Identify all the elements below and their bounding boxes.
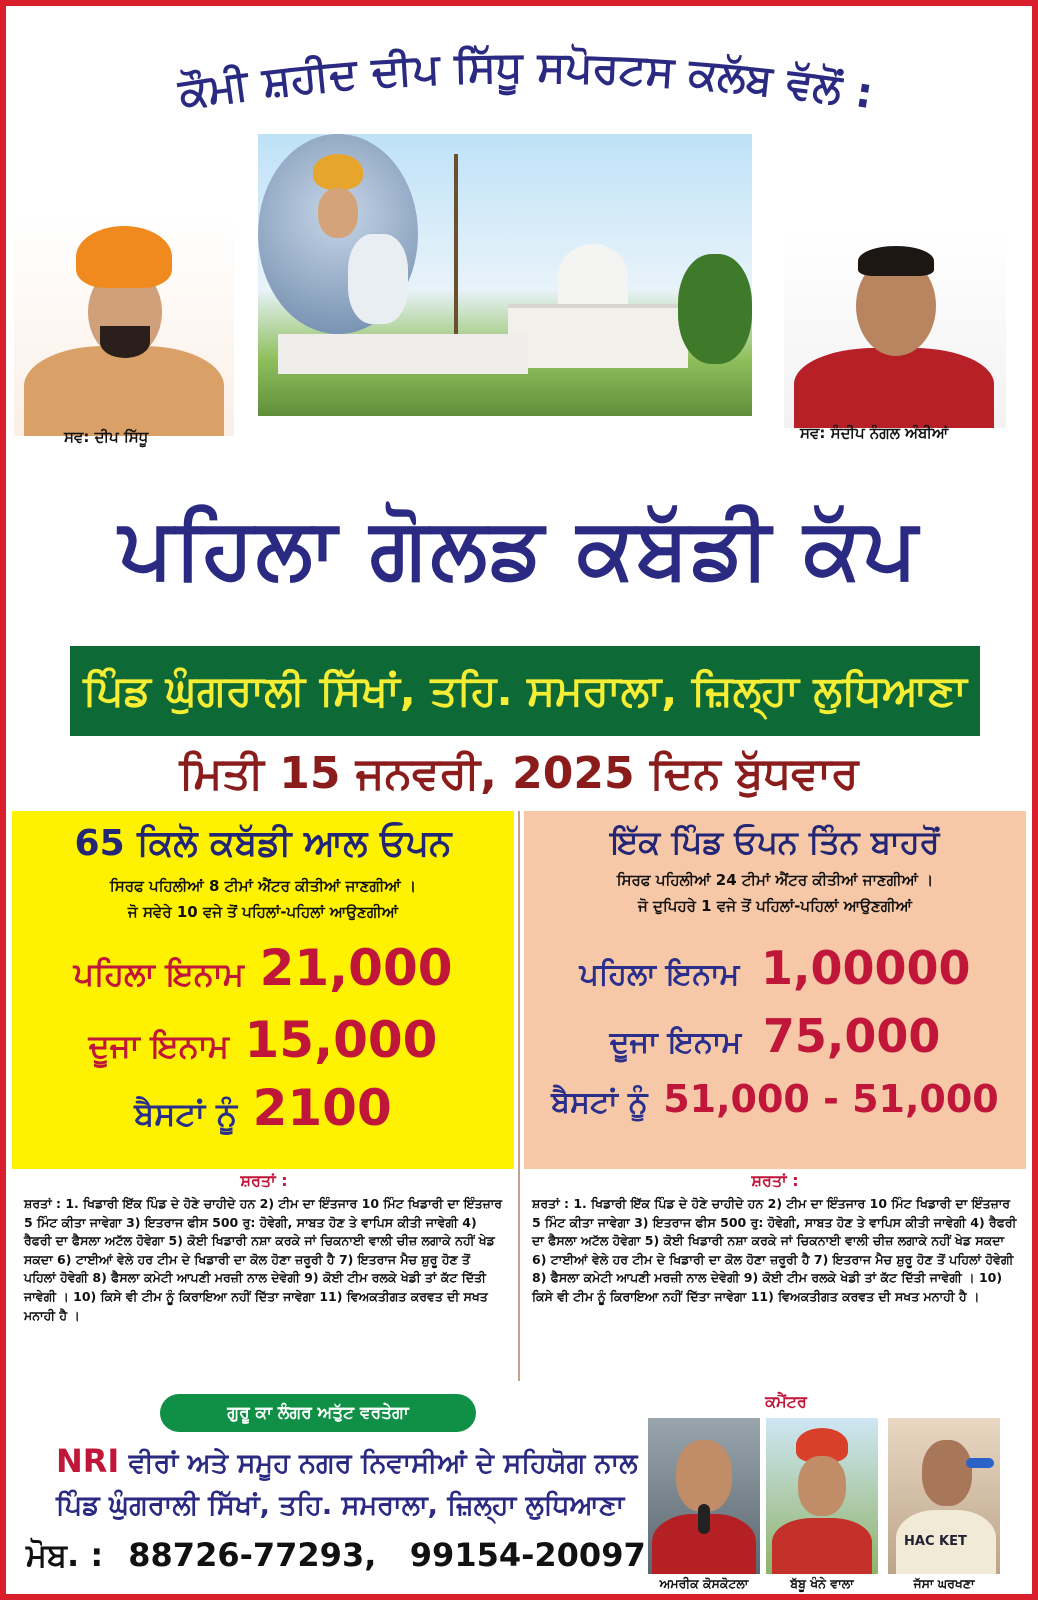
terms-heading: ਸ਼ਰਤਾਂ : bbox=[240, 1171, 288, 1190]
microphone-icon bbox=[966, 1458, 994, 1468]
column-divider bbox=[518, 811, 520, 1381]
best-prize bbox=[524, 1077, 1026, 1121]
portrait-sandeep-nangal bbox=[784, 228, 1006, 428]
svg-text:ਕੌਮੀ ਸ਼ਹੀਦ ਦੀਪ ਸਿੱਧੂ ਸਪੋਰਟਸ ਕਲ bbox=[175, 42, 877, 118]
village-line: ਪਿੰਡ ਘੁੰਗਰਾਲੀ ਸਿੱਖਾਂ, ਤਹਿ. ਸਮਰਾਲਾ, ਜ਼ਿਲ੍ਹਾ ਲੁਧਿਆਣਾ bbox=[56, 1490, 625, 1521]
nri-line bbox=[56, 1442, 638, 1480]
tree bbox=[678, 254, 752, 364]
commentator-name-1: ਅਮਰੀਕ ਕੋਸਕੋਟਲਾ bbox=[659, 1576, 749, 1591]
main-title: ਪਹਿਲਾ ਗੋਲਡ ਕਬੱਡੀ ਕੱਪ bbox=[118, 499, 920, 597]
second-prize-amount: 75,000 bbox=[762, 1009, 941, 1063]
gurdwara-hall bbox=[278, 334, 528, 374]
nri-rest: ਵੀਰਾਂ ਅਤੇ ਸਮੂਹ ਨਗਰ ਨਿਵਾਸੀਆਂ ਦੇ ਸਹਿਯੋਗ ਨਾਲ bbox=[128, 1448, 638, 1479]
club-line: ਕੌਮੀ ਸ਼ਹੀਦ ਦੀਪ ਸਿੱਧੂ ਸਪੋਰਟਸ ਕਲੱਬ ਵੱਲੋਂ : bbox=[175, 41, 877, 119]
gurdwara-dome bbox=[558, 244, 628, 308]
red-shirt bbox=[794, 348, 994, 428]
face bbox=[922, 1440, 972, 1506]
box-heading: ਇੱਕ ਪਿੰਡ ਓਪਨ ਤਿੰਨ ਬਾਹਰੋਂ bbox=[610, 823, 940, 861]
langar-text: ਗੁਰੂ ਕਾ ਲੰਗਰ ਅਤੁੱਟ ਵਰਤੇਗਾ bbox=[227, 1403, 409, 1423]
first-prize bbox=[12, 939, 514, 997]
box-sub2: ਜੋ ਦੁਪਿਹਰੇ 1 ਵਜੇ ਤੋਂ ਪਹਿਲਾਂ-ਪਹਿਲਾਂ ਆਉਣਗੀਆਂ bbox=[638, 897, 912, 915]
first-prize-label: ਪਹਿਲਾ ਇਨਾਮ bbox=[73, 955, 244, 993]
box-heading: 65 ਕਿਲੋ ਕਬੱਡੀ ਆਲ ਓਪਨ bbox=[74, 823, 452, 864]
mobile-line bbox=[26, 1536, 646, 1575]
terms-heading: ਸ਼ਰਤਾਂ : bbox=[751, 1171, 799, 1190]
best-prize-label: ਬੈਸਟਾਂ ਨੂੰ bbox=[134, 1095, 238, 1133]
beard bbox=[100, 326, 150, 358]
first-prize-amount: 1,00000 bbox=[760, 941, 971, 995]
box-open bbox=[524, 811, 1026, 1169]
mobile-numbers: 88726-77293, 99154-20097 bbox=[128, 1536, 646, 1574]
box-65kg bbox=[12, 811, 514, 1169]
best-prize-amount: 51,000 - 51,000 bbox=[663, 1077, 999, 1121]
location-text: ਪਿੰਡ ਘੁੰਗਰਾਲੀ ਸਿੱਖਾਂ, ਤਹਿ. ਸਮਰਾਲਾ, ਜ਼ਿਲ੍ਹਾ ਲੁਧਿਆਣਾ bbox=[83, 666, 967, 715]
commentator-photo-3 bbox=[888, 1418, 1000, 1574]
guru-turban bbox=[313, 154, 363, 190]
best-prize-amount: 2100 bbox=[252, 1079, 392, 1137]
caption-deep-sidhu: ਸਵ: ਦੀਪ ਸਿੱਧੂ bbox=[64, 428, 149, 446]
terms-text: ਸ਼ਰਤਾਂ : 1. ਖਿਡਾਰੀ ਇੱਕ ਪਿੰਡ ਦੇ ਹੋਣੇ ਚਾਹੀਦੇ ਹਨ 2) ਟੀਮ ਦਾ ਇੰਤਜਾਰ 10 ਮਿੰਟ ਖਿਡਾਰੀ ਦਾ ਇੰਤਜ਼ਾਰ 5 ਮਿੰਟ ਕੀਤਾ ਜਾਵੇਗਾ 3) ਇਤਰਾਜ ਫੀਸ 500 ਰੁ: ਹੋਵੇਗੀ, ਸਾਬਤ ਹੋਣ ਤੇ ਵਾਪਿਸ ਕੀਤੀ ਜਾਵੇਗੀ 4) ਰੈਫਰੀ ਦਾ ਫੈਸਲਾ ਅਟੱਲ ਹੋਵੇਗਾ 5) ਕੋਈ ਖਿਡਾਰੀ ਨਸ਼ਾ ਕਰਕੇ ਜਾਂ ਚਿਕਨਾਈ ਵਾਲੀ ਚੀਜ਼ ਲਗਾਕੇ ਨਹੀਂ ਖੇਡ ਸਕਦਾ 6) ਟਾਈਆਂ ਵੇਲੇ ਹਰ ਟੀਮ ਦੇ ਖਿਡਾਰੀ ਦਾ ਕੋਲ ਹੋਣਾ ਜ਼ਰੂਰੀ ਹੈ 7) ਇਤਰਾਜ ਮੈਚ ਸ਼ੁਰੂ ਹੋਣ ਤੋਂ ਪਹਿਲਾਂ ਹੋਵੇਗੀ 8) ਫੈਸਲਾ ਕਮੇਟੀ ਆਪਣੀ ਮਰਜ਼ੀ ਨਾਲ ਦੇਵੇਗੀ 9) ਕੋਈ ਟੀਮ ਰਲਕੇ ਖੇਡੀ ਤਾਂ ਕੱਟ ਦਿੱਤੀ ਜਾਵੇਗੀ । 10) ਕਿਸੇ ਵੀ ਟੀਮ ਨੂੰ ਕਿਰਾਇਆ ਨਹੀਂ ਦਿੱਤਾ ਜਾਵੇਗਾ 11) ਵਿਅਕਤੀਗਤ ਕਰਵਤ ਦੀ ਸਖਤ ਮਨਾਹੀ ਹੈ । bbox=[532, 1196, 1017, 1304]
microphone-icon bbox=[698, 1504, 710, 1534]
portrait-deep-sidhu bbox=[14, 216, 234, 436]
guru-face bbox=[318, 188, 358, 238]
box-sub2: ਜੋ ਸਵੇਰੇ 10 ਵਜੇ ਤੋਂ ਪਹਿਲਾਂ-ਪਹਿਲਾਂ ਆਉਣਗੀਆਂ bbox=[127, 903, 399, 921]
second-prize-amount: 15,000 bbox=[244, 1011, 438, 1069]
nri-prefix: NRI bbox=[56, 1442, 120, 1480]
commentator-name-3: ਜੱਸਾ ਘਰਖਣਾ bbox=[913, 1576, 975, 1591]
terms-right bbox=[522, 1171, 1028, 1379]
gurdwara-photo bbox=[258, 134, 752, 416]
horse bbox=[348, 234, 408, 324]
caption-sandeep-nangal: ਸਵ: ਸੰਦੀਪ ਨੰਗਲ ਅੰਬੀਆਂ bbox=[800, 424, 949, 442]
commentator-name-2: ਬੱਬੂ ਖੰਨੇ ਵਾਲਾ bbox=[790, 1576, 854, 1591]
commentator-photo-1 bbox=[648, 1418, 760, 1574]
location-bar bbox=[70, 646, 980, 736]
second-prize-label: ਦੂਜਾ ਇਨਾਮ bbox=[609, 1025, 742, 1060]
hair bbox=[858, 246, 934, 276]
event-date: ਮਿਤੀ 15 ਜਨਵਰੀ, 2025 ਦਿਨ ਬੁੱਧਵਾਰ bbox=[179, 748, 859, 799]
shirt-text: HAC KET bbox=[904, 1534, 967, 1549]
langar-badge bbox=[160, 1394, 476, 1432]
shawl bbox=[24, 346, 224, 436]
best-prize bbox=[12, 1079, 514, 1137]
first-prize bbox=[524, 941, 1026, 995]
first-prize-amount: 21,000 bbox=[259, 939, 453, 997]
commentator-photo-2 bbox=[766, 1418, 878, 1574]
face bbox=[798, 1456, 846, 1516]
box-sub1: ਸਿਰਫ ਪਹਿਲੀਆਂ 24 ਟੀਮਾਂ ਐਂਟਰ ਕੀਤੀਆਂ ਜਾਣਗੀਆਂ । bbox=[616, 871, 934, 889]
second-prize bbox=[524, 1009, 1026, 1063]
terms-left bbox=[14, 1171, 514, 1379]
face bbox=[676, 1440, 732, 1512]
commentator-heading: ਕਮੈਂਟਰ bbox=[765, 1392, 807, 1411]
gurdwara-building bbox=[508, 304, 688, 368]
shirt bbox=[772, 1518, 872, 1574]
mobile-label: ਮੋਬ. : bbox=[26, 1536, 104, 1574]
turban bbox=[76, 226, 172, 288]
terms-text: ਸ਼ਰਤਾਂ : 1. ਖਿਡਾਰੀ ਇੱਕ ਪਿੰਡ ਦੇ ਹੋਣੇ ਚਾਹੀਦੇ ਹਨ 2) ਟੀਮ ਦਾ ਇੰਤਜਾਰ 10 ਮਿੰਟ ਖਿਡਾਰੀ ਦਾ ਇੰਤਜ਼ਾਰ 5 ਮਿੰਟ ਕੀਤਾ ਜਾਵੇਗਾ 3) ਇਤਰਾਜ ਫੀਸ 500 ਰੁ: ਹੋਵੇਗੀ, ਸਾਬਤ ਹੋਣ ਤੇ ਵਾਪਿਸ ਕੀਤੀ ਜਾਵੇਗੀ 4) ਰੈਫਰੀ ਦਾ ਫੈਸਲਾ ਅਟੱਲ ਹੋਵੇਗਾ 5) ਕੋਈ ਖਿਡਾਰੀ ਨਸ਼ਾ ਕਰਕੇ ਜਾਂ ਚਿਕਨਾਈ ਵਾਲੀ ਚੀਜ਼ ਲਗਾਕੇ ਨਹੀਂ ਖੇਡ ਸਕਦਾ 6) ਟਾਈਆਂ ਵੇਲੇ ਹਰ ਟੀਮ ਦੇ ਖਿਡਾਰੀ ਦਾ ਕੋਲ ਹੋਣਾ ਜ਼ਰੂਰੀ ਹੈ 7) ਇਤਰਾਜ ਮੈਚ ਸ਼ੁਰੂ ਹੋਣ ਤੋਂ ਪਹਿਲਾਂ ਹੋਵੇਗੀ 8) ਫੈਸਲਾ ਕਮੇਟੀ ਆਪਣੀ ਮਰਜ਼ੀ ਨਾਲ ਦੇਵੇਗੀ 9) ਕੋਈ ਟੀਮ ਰਲਕੇ ਖੇਡੀ ਤਾਂ ਕੱਟ ਦਿੱਤੀ ਜਾਵੇਗੀ । 10) ਕਿਸੇ ਵੀ ਟੀਮ ਨੂੰ ਕਿਰਾਇਆ ਨਹੀਂ ਦਿੱਤਾ ਜਾਵੇਗਾ 11) ਵਿਅਕਤੀਗਤ ਕਰਵਤ ਦੀ ਸਖਤ ਮਨਾਹੀ ਹੈ । bbox=[24, 1196, 503, 1323]
second-prize-label: ਦੂਜਾ ਇਨਾਮ bbox=[88, 1027, 229, 1065]
club-header bbox=[36, 38, 1016, 134]
best-prize-label: ਬੈਸਟਾਂ ਨੂੰ bbox=[551, 1085, 648, 1120]
box-sub1: ਸਿਰਫ ਪਹਿਲੀਆਂ 8 ਟੀਮਾਂ ਐਂਟਰ ਕੀਤੀਆਂ ਜਾਣਗੀਆਂ । bbox=[109, 877, 417, 895]
first-prize-label: ਪਹਿਲਾ ਇਨਾਮ bbox=[579, 957, 740, 992]
second-prize bbox=[12, 1011, 514, 1069]
